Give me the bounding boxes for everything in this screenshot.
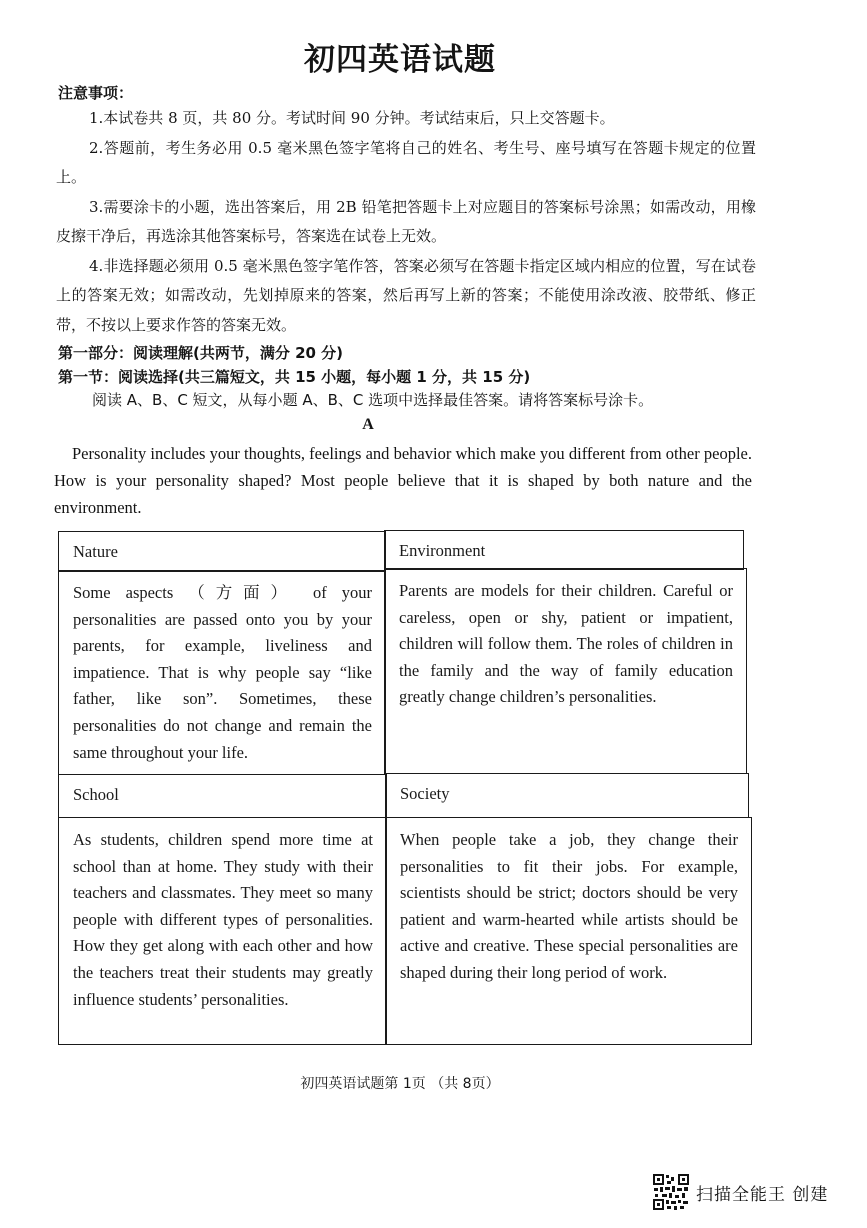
watermark-text: 扫描全能王 创建 (696, 1184, 829, 1205)
note-item: 1.本试卷共 8 页，共 80 分。考试时间 90 分钟。考试结束后，只上交答题卡。 (89, 109, 615, 127)
note-item: 4.非选择题必须用 0.5 毫米黑色签字笔作答，答案必须写在答题卡指定区域内相应的位置，写在试卷上的答案无效；如需改动，先划掉原来的答案，然后再写上新的答案；不能使用涂改液、胶带纸、修正带，不按以上要求作答的答案无效。 (56, 256, 756, 334)
page-footer: 初四英语试题第 1页 （共 8页） (300, 1076, 500, 1092)
page-title: 初四英语试题 (304, 42, 496, 78)
table-cell-environment: Parents are models for their children. Careful or careless, open or shy, patient or impatient, children will follow them. The roles of children in the family and the way of family education greatly change children’s personalities. (384, 568, 747, 774)
table-header-society: Society (385, 773, 749, 818)
note-item: 2.答题前，考生务必用 0.5 毫米黑色签字笔将自己的姓名、考生号、座号填写在答题卡规定的位置上。 (56, 138, 756, 186)
table-cell-school: As students, children spend more time at school than at home. They study with their teachers and classmates. They meet so many people with different types of personalities. How they get along with each other and how the teachers treat their students may greatly influence students’ personalities. (58, 817, 387, 1045)
table-cell-society: When people take a job, they change their personalities to fit their jobs. For example, scientists should be strict; doctors should be very patient and warm-hearted while artists should be active and creative. These special personalities are shaped during their long period of work. (385, 817, 752, 1045)
notes-heading: 注意事项： (58, 84, 134, 102)
section-instruction: 阅读 A、B、C 短文，从每小题 A、B、C 选项中选择最佳答案。请将答案标号涂卡。 (92, 391, 654, 409)
table-header-environment: Environment (384, 530, 744, 570)
scanner-watermark (652, 1173, 828, 1211)
passage-intro: Personality includes your thoughts, feelings and behavior which make you different from other people. How is your personality shaped? Most people believe that it is shaped by both nature and the environment. (54, 444, 752, 517)
table-header-nature: Nature (58, 531, 386, 572)
section-heading: 第一节：阅读选择(共三篇短文，共 15 小题，每小题 1 分，共 15 分) (58, 368, 531, 386)
note-item: 3.需要涂卡的小题，选出答案后，用 2B 铅笔把答题卡上对应题目的答案标号涂黑；如需改动，用橡皮擦干净后，再选涂其他答案标号，答案选在试卷上无效。 (56, 197, 756, 245)
part-heading: 第一部分：阅读理解(共两节，满分 20 分) (58, 344, 344, 362)
passage-letter: A (362, 416, 374, 433)
table-header-school: School (58, 774, 387, 818)
qr-code-icon (652, 1173, 690, 1211)
table-cell-nature: Some aspects （方面） of your personalities are passed onto you by your parents, for example, liveliness and impatience. That is why people say “like father, like son”. Sometimes, these personalities do not change and remain the same throughout your life. (58, 570, 386, 775)
notes-list (56, 104, 756, 340)
